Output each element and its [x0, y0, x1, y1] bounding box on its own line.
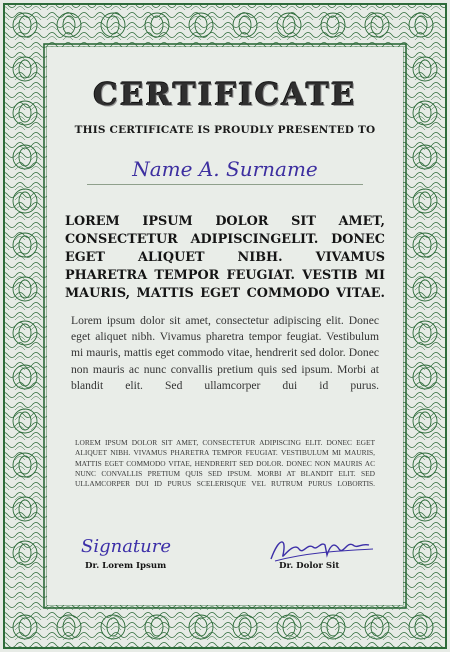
- body-paragraph: Lorem ipsum dolor sit amet, consectetur adipiscing elit. Donec eget aliquet nibh. Vivamus pharetra tempor feugiat. Vestibulum mi mauris, mattis eget commodo vitae, hendrerit sed dolor. Donec non mauris ac nunc convallis pretium quis sed ipsum. Morbi at blandit elit. Sed ullamcorper dui id purus.: [71, 314, 379, 392]
- lead-paragraph: LOREM IPSUM DOLOR SIT AMET, CONSECTETUR ADIPISCINGELIT. DONEC EGET ALIQUET NIBH. VIVAMUS PHARETRA TEMPOR FEUGIAT. VESTIB MI MAURIS, MATTIS EGET COMMODO VITAE.: [65, 214, 385, 301]
- signature-right-name: Dr. Dolor Sit: [279, 561, 340, 571]
- name-underline: [87, 184, 363, 185]
- certificate-subtitle: THIS CERTIFICATE IS PROUDLY PRESENTED TO: [74, 124, 376, 136]
- recipient-name: Name A. Surname: [132, 157, 318, 181]
- certificate-panel: [47, 47, 403, 605]
- fine-print-paragraph: LOREM IPSUM DOLOR SIT AMET, CONSECTETUR ADIPISCING ELIT. DONEC EGET ALIQUET NIBH. VIVAMUS PHARETRA TEMPOR FEUGIAT. VESTIBULUM MI MAURIS, MATTIS EGET COMMODO VITAE, HENDRERIT SED DOLOR. DONEC NON MAURIS AC NUNC CONVALLIS PRETIUM QUIS SED IPSUM. MORBI AT BLANDIT ELIT. SED ULLAMCORPER DUI ID PURUS SCELERISQUE VEL RUTRUM PURUS LOBORTIS.: [75, 438, 375, 489]
- signature-left-name: Dr. Lorem Ipsum: [85, 561, 167, 571]
- signature-left-script: Signature: [81, 536, 172, 557]
- certificate-title: CERTIFICATE: [93, 77, 357, 113]
